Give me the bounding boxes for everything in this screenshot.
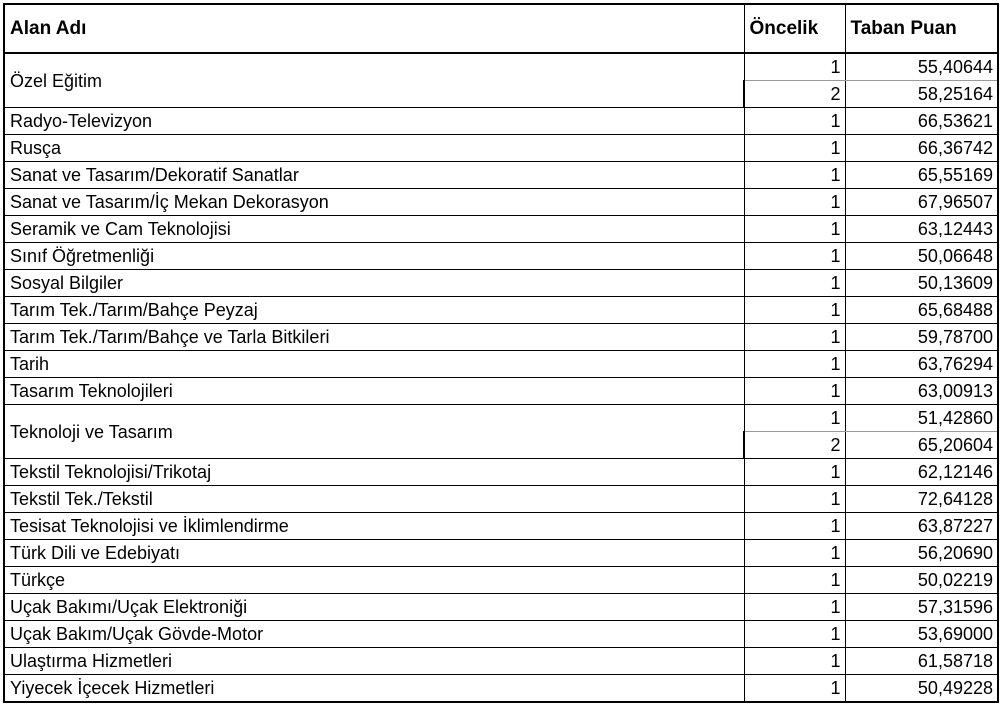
oncelik-cell: 1 [744, 243, 845, 270]
alan-adi-cell: Teknoloji ve Tasarım [4, 405, 744, 459]
table-row [4, 459, 998, 486]
oncelik-cell: 1 [744, 567, 845, 594]
score-table [3, 3, 999, 703]
header-taban-puan: Taban Puan [845, 4, 998, 53]
oncelik-cell: 1 [744, 216, 845, 243]
header-oncelik: Öncelik [744, 4, 845, 53]
oncelik-cell: 1 [744, 162, 845, 189]
alan-adi-cell: Tarih [4, 351, 744, 378]
oncelik-cell: 1 [744, 53, 845, 81]
oncelik-cell: 1 [744, 459, 845, 486]
alan-adi-cell: Tarım Tek./Tarım/Bahçe Peyzaj [4, 297, 744, 324]
table-header [4, 4, 998, 53]
alan-adi-cell: Türkçe [4, 567, 744, 594]
taban-puan-cell: 65,68488 [845, 297, 998, 324]
oncelik-cell: 1 [744, 621, 845, 648]
taban-puan-cell: 50,49228 [845, 675, 998, 703]
alan-adi-cell: Sosyal Bilgiler [4, 270, 744, 297]
alan-adi-cell: Sanat ve Tasarım/İç Mekan Dekorasyon [4, 189, 744, 216]
table-row [4, 675, 998, 703]
taban-puan-cell: 63,12443 [845, 216, 998, 243]
alan-adi-cell: Türk Dili ve Edebiyatı [4, 540, 744, 567]
taban-puan-cell: 61,58718 [845, 648, 998, 675]
table-row [4, 297, 998, 324]
oncelik-cell: 1 [744, 189, 845, 216]
alan-adi-cell: Tarım Tek./Tarım/Bahçe ve Tarla Bitkileri [4, 324, 744, 351]
alan-adi-cell: Rusça [4, 135, 744, 162]
table-row [4, 648, 998, 675]
taban-puan-cell: 51,42860 [845, 405, 998, 432]
taban-puan-cell: 58,25164 [845, 81, 998, 108]
oncelik-cell: 1 [744, 270, 845, 297]
table-row [4, 216, 998, 243]
table-row [4, 162, 998, 189]
oncelik-cell: 2 [744, 432, 845, 459]
alan-adi-cell: Radyo-Televizyon [4, 108, 744, 135]
table-row [4, 513, 998, 540]
alan-adi-cell: Uçak Bakım/Uçak Gövde-Motor [4, 621, 744, 648]
alan-adi-cell: Uçak Bakımı/Uçak Elektroniği [4, 594, 744, 621]
alan-adi-cell: Sınıf Öğretmenliği [4, 243, 744, 270]
header-row [4, 4, 998, 53]
alan-adi-cell: Tekstil Tek./Tekstil [4, 486, 744, 513]
taban-puan-cell: 50,13609 [845, 270, 998, 297]
table-row [4, 243, 998, 270]
taban-puan-cell: 59,78700 [845, 324, 998, 351]
oncelik-cell: 1 [744, 540, 845, 567]
taban-puan-cell: 62,12146 [845, 459, 998, 486]
table-row [4, 189, 998, 216]
taban-puan-cell: 63,87227 [845, 513, 998, 540]
alan-adi-cell: Sanat ve Tasarım/Dekoratif Sanatlar [4, 162, 744, 189]
taban-puan-cell: 67,96507 [845, 189, 998, 216]
table-row [4, 621, 998, 648]
taban-puan-cell: 56,20690 [845, 540, 998, 567]
oncelik-cell: 1 [744, 135, 845, 162]
oncelik-cell: 1 [744, 513, 845, 540]
oncelik-cell: 2 [744, 81, 845, 108]
table-row [4, 378, 998, 405]
table-row [4, 594, 998, 621]
taban-puan-cell: 65,55169 [845, 162, 998, 189]
oncelik-cell: 1 [744, 108, 845, 135]
alan-adi-cell: Yiyecek İçecek Hizmetleri [4, 675, 744, 703]
table-row [4, 540, 998, 567]
taban-puan-cell: 65,20604 [845, 432, 998, 459]
alan-adi-cell: Tekstil Teknolojisi/Trikotaj [4, 459, 744, 486]
table-row [4, 108, 998, 135]
table-row [4, 270, 998, 297]
oncelik-cell: 1 [744, 324, 845, 351]
table-row [4, 135, 998, 162]
oncelik-cell: 1 [744, 405, 845, 432]
table-row [4, 53, 998, 81]
header-alan-adi: Alan Adı [4, 4, 744, 53]
alan-adi-cell: Tesisat Teknolojisi ve İklimlendirme [4, 513, 744, 540]
alan-adi-cell: Tasarım Teknolojileri [4, 378, 744, 405]
table-row [4, 567, 998, 594]
taban-puan-cell: 50,02219 [845, 567, 998, 594]
table-row [4, 351, 998, 378]
oncelik-cell: 1 [744, 378, 845, 405]
oncelik-cell: 1 [744, 486, 845, 513]
oncelik-cell: 1 [744, 648, 845, 675]
alan-adi-cell: Özel Eğitim [4, 53, 744, 108]
taban-puan-cell: 55,40644 [845, 53, 998, 81]
table-body [4, 53, 998, 702]
alan-adi-cell: Seramik ve Cam Teknolojisi [4, 216, 744, 243]
taban-puan-cell: 72,64128 [845, 486, 998, 513]
table-row [4, 405, 998, 432]
taban-puan-cell: 66,53621 [845, 108, 998, 135]
oncelik-cell: 1 [744, 297, 845, 324]
taban-puan-cell: 63,00913 [845, 378, 998, 405]
oncelik-cell: 1 [744, 594, 845, 621]
taban-puan-cell: 63,76294 [845, 351, 998, 378]
taban-puan-cell: 50,06648 [845, 243, 998, 270]
oncelik-cell: 1 [744, 675, 845, 703]
alan-adi-cell: Ulaştırma Hizmetleri [4, 648, 744, 675]
taban-puan-cell: 57,31596 [845, 594, 998, 621]
table-row [4, 324, 998, 351]
table-row [4, 486, 998, 513]
taban-puan-cell: 66,36742 [845, 135, 998, 162]
taban-puan-cell: 53,69000 [845, 621, 998, 648]
oncelik-cell: 1 [744, 351, 845, 378]
